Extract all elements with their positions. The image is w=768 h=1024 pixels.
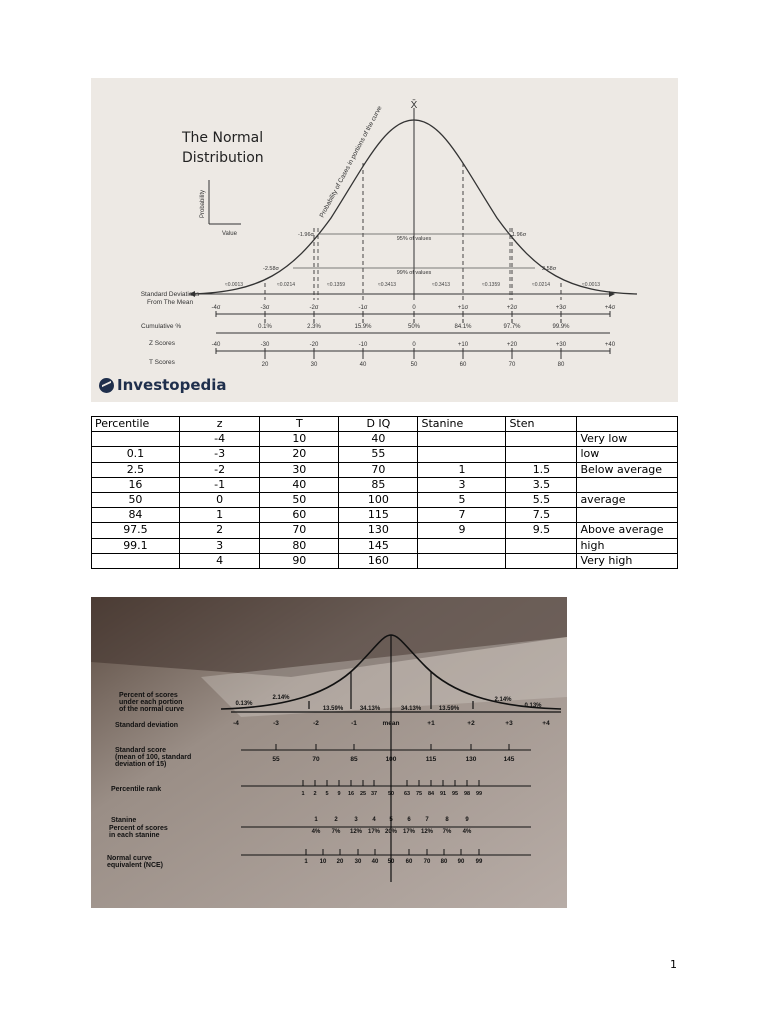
photo-pr-tick: 2 [313,791,317,797]
photo-nce-tick: 90 [457,859,465,865]
photo-ss-tick: 145 [503,756,515,763]
table-cell: 16 [92,477,180,492]
table-cell: 5.5 [506,492,577,507]
table-cell: 1 [179,508,259,523]
table-row [92,462,678,477]
photo-stanine-percent: 12% [349,829,363,835]
z-tick-label: +40 [604,342,616,348]
table-cell: 20 [260,447,339,462]
photo-nce-tick: 1 [304,859,308,865]
sd-tick-label: +4σ [604,305,616,311]
portion-label: ≈0.0013 [581,282,601,288]
photo-nce-tick: 50 [387,859,395,865]
portion-label: ≈0.0013 [224,282,244,288]
table-header-cell: Percentile [92,417,180,432]
photo-sd-tick: -1 [351,720,357,727]
table-row [92,477,678,492]
table-cell: 145 [339,538,418,553]
t-tick-label: 60 [459,362,467,368]
table-cell: 60 [260,508,339,523]
t-row-label: T Scores [149,359,175,366]
band95-left-label: -1.96σ [298,232,314,238]
photo-stanine-percent: 4% [311,829,321,835]
table-row [92,432,678,447]
photo-ss-tick: 55 [272,756,280,763]
photo-nce-tick: 60 [405,859,413,865]
t-tick-label: 30 [310,362,318,368]
table-cell: 40 [339,432,418,447]
table-row [92,523,678,538]
photo-nce-tick: 99 [475,859,483,865]
z-row-label: Z Scores [149,340,176,347]
photo-sd-tick: -2 [313,720,319,727]
photo-nce-tick: 70 [423,859,431,865]
photo-stanine-percent: 4% [462,829,472,835]
table-cell [418,553,506,568]
table-cell: 90 [260,553,339,568]
label-sd: Standard deviation [115,722,179,729]
cumulative-tick-label: 50% [407,324,421,330]
table-cell: 40 [260,477,339,492]
band99-right-label: 2.58σ [542,266,557,272]
photo-nce-tick: 80 [440,859,448,865]
photo-pr-tick: 99 [475,791,483,797]
t-tick-label: 20 [261,362,269,368]
z-tick-label: -10 [358,342,368,348]
sd-tick-label: -4σ [211,305,221,311]
label-ss-line2: (mean of 100, standard [115,754,192,761]
photo-portion-label: 34.13% [359,706,381,712]
table-cell: 70 [339,462,418,477]
cumulative-tick-label: 15.9% [354,324,372,330]
cumulative-tick-label: 84.1% [454,324,472,330]
t-tick-label: 80 [557,362,565,368]
table-cell: 50 [92,492,180,507]
table-cell: 50 [260,492,339,507]
mean-symbol: X̄ [410,100,418,111]
table-cell: 115 [339,508,418,523]
table-cell [506,538,577,553]
table-cell: 80 [260,538,339,553]
table-cell [506,553,577,568]
sd-row-label-line2: From The Mean [146,299,194,306]
photo-nce-tick: 20 [336,859,344,865]
table-cell [418,432,506,447]
table-cell [506,447,577,462]
photo-pr-tick: 50 [387,791,395,797]
table-cell [577,477,678,492]
table-cell: Below average [577,462,678,477]
photo-portion-label: 13.59% [322,706,344,712]
table-row [92,492,678,507]
photo-pr-tick: 63 [403,791,411,797]
table-row [92,553,678,568]
table-cell: high [577,538,678,553]
photo-pr-tick: 1 [301,791,305,797]
table-header-cell: T [260,417,339,432]
z-tick-label: -30 [260,342,270,348]
normal-curve-photo-diagram [91,597,567,908]
table-cell: Very low [577,432,678,447]
table-cell: 3 [418,477,506,492]
curve-caption: Probability of Cases in portions of the curve [318,104,384,219]
table-cell [92,432,180,447]
cumulative-tick-label: 97.7% [503,324,521,330]
t-tick-label: 50 [410,362,418,368]
table-cell: 97.5 [92,523,180,538]
photo-portion-label: 0.13% [235,701,253,707]
table-cell: 100 [339,492,418,507]
table-cell: -4 [179,432,259,447]
photo-pr-tick: 75 [415,791,423,797]
normal-curve-photo [91,597,567,908]
cumulative-tick-label: 0.1% [258,324,272,330]
label-ss-line1: Standard score [115,747,166,754]
investopedia-logo-icon [99,378,114,393]
photo-stanine-number: 6 [407,817,411,823]
label-nce-line1: Normal curve [107,855,152,862]
sd-tick-label: +1σ [457,305,469,311]
z-tick-label: +20 [506,342,518,348]
portion-label: ≈0.1359 [481,282,501,288]
page-number: 1 [670,958,677,971]
photo-nce-tick: 10 [319,859,327,865]
t-tick-label: 40 [359,362,367,368]
table-cell: -3 [179,447,259,462]
score-conversion-table [91,416,678,569]
cumulative-tick-label: 99.9% [552,324,570,330]
table-cell [418,538,506,553]
photo-sd-tick: +3 [505,720,513,727]
table-cell: 9 [418,523,506,538]
photo-ss-tick: 70 [312,756,320,763]
table-cell: 5 [418,492,506,507]
photo-pr-tick: 5 [325,791,329,797]
figure-title-line1: The Normal [182,130,264,146]
table-cell: 7 [418,508,506,523]
photo-stanine-number: 9 [465,817,469,823]
table-row [92,508,678,523]
table-cell: 55 [339,447,418,462]
photo-sd-tick: +1 [427,720,435,727]
portion-label: ≈0.0214 [531,282,551,288]
band99-left-label: -2.58σ [263,266,279,272]
table-cell: 84 [92,508,180,523]
photo-stanine-percent: 7% [331,829,341,835]
portion-label: ≈0.3413 [377,282,397,288]
label-stanine-pct-line2: in each stanine [109,832,160,839]
label-pr: Percentile rank [111,786,162,793]
table-header-cell: D IQ [339,417,418,432]
table-cell: 4 [179,553,259,568]
table-cell: Above average [577,523,678,538]
photo-ss-tick: 130 [465,756,477,763]
table-header-cell: Stanine [418,417,506,432]
photo-stanine-number: 1 [314,817,318,823]
photo-sd-tick: -4 [233,720,239,727]
photo-ss-tick: 85 [350,756,358,763]
photo-portion-label: 2.14% [494,697,512,703]
figure-title-line2: Distribution [182,150,264,166]
table-cell: 9.5 [506,523,577,538]
table-header-cell: z [179,417,259,432]
cumulative-tick-label: 2.3% [307,324,321,330]
photo-stanine-number: 4 [372,817,376,823]
photo-nce-tick: 40 [371,859,379,865]
table-cell: 10 [260,432,339,447]
photo-sd-tick: mean [382,720,400,727]
portion-label: ≈0.1359 [326,282,346,288]
table-cell: 160 [339,553,418,568]
table-cell: 3.5 [506,477,577,492]
photo-portion-label: 0.13% [524,703,542,709]
photo-stanine-number: 8 [445,817,449,823]
band99-label: 99% of values [396,270,432,276]
photo-pr-tick: 37 [370,791,378,797]
label-percent-line2: under each portion [119,699,183,706]
photo-stanine-percent: 7% [442,829,452,835]
photo-stanine-number: 2 [334,817,338,823]
table-cell: 1 [418,462,506,477]
portion-label: ≈0.0214 [276,282,296,288]
label-ss-line3: deviation of 15) [115,761,167,768]
photo-portion-label: 13.59% [438,706,460,712]
photo-stanine-percent: 17% [367,829,381,835]
table-cell: 0.1 [92,447,180,462]
photo-pr-tick: 95 [451,791,459,797]
photo-ss-tick: 100 [385,756,397,763]
inset-y-label: Probability [200,189,206,218]
normal-distribution-diagram [91,78,678,402]
table-cell: 130 [339,523,418,538]
table-cell [92,553,180,568]
label-percent-line3: of the normal curve [119,706,184,713]
sd-tick-label: +3σ [555,305,567,311]
table-cell: average [577,492,678,507]
z-tick-label: +10 [457,342,469,348]
photo-pr-tick: 9 [337,791,341,797]
photo-pr-tick: 91 [439,791,447,797]
table-cell: 99.1 [92,538,180,553]
photo-portion-label: 34.13% [400,706,422,712]
photo-stanine-percent: 17% [402,829,416,835]
table-cell: 2.5 [92,462,180,477]
table-row [92,538,678,553]
table-cell: 2 [179,523,259,538]
inset-x-label: Value [222,231,237,237]
sd-tick-label: +2σ [506,305,518,311]
table-cell [418,447,506,462]
z-tick-label: -20 [309,342,319,348]
table-cell: 1.5 [506,462,577,477]
table-cell: -2 [179,462,259,477]
band95-right-label: 1.96σ [512,232,527,238]
photo-sd-tick: +4 [542,720,550,727]
t-tick-label: 70 [508,362,516,368]
table-cell: Very high [577,553,678,568]
table-row [92,447,678,462]
table-header-row [92,417,678,432]
photo-pr-tick: 16 [347,791,355,797]
table-cell: 30 [260,462,339,477]
sd-tick-label: -2σ [309,305,319,311]
sd-tick-label: -1σ [358,305,368,311]
table-cell: 0 [179,492,259,507]
label-percent-line1: Percent of scores [119,692,178,699]
cumulative-row-label: Cumulative % [141,323,182,330]
investopedia-logo-text: Investopedia [117,376,227,394]
portion-label: ≈0.3413 [431,282,451,288]
table-cell: 3 [179,538,259,553]
table-cell: 85 [339,477,418,492]
photo-pr-tick: 98 [463,791,471,797]
label-stanine-pct-line1: Percent of scores [109,825,168,832]
sd-tick-label: 0 [412,305,416,311]
band95-label: 95% of values [396,236,432,242]
sd-tick-label: -3σ [260,305,270,311]
sd-row-label-line1: Standard Deviations [140,291,200,298]
photo-stanine-number: 7 [425,817,429,823]
photo-ss-tick: 115 [425,756,437,763]
photo-stanine-number: 3 [354,817,358,823]
table-cell: 70 [260,523,339,538]
photo-stanine-percent: 20% [384,829,398,835]
photo-pr-tick: 25 [359,791,367,797]
z-tick-label: +30 [555,342,567,348]
z-tick-label: -40 [211,342,221,348]
table-cell: low [577,447,678,462]
z-tick-label: 0 [412,342,416,348]
table-cell: -1 [179,477,259,492]
label-nce-line2: equivalent (NCE) [107,862,164,869]
photo-stanine-number: 5 [389,817,393,823]
table-cell: 7.5 [506,508,577,523]
photo-sd-tick: -3 [273,720,279,727]
normal-distribution-figure [91,78,678,402]
investopedia-logo [99,376,227,394]
table-header-cell [577,417,678,432]
photo-pr-tick: 84 [427,791,435,797]
table-cell [506,432,577,447]
photo-stanine-percent: 12% [420,829,434,835]
photo-nce-tick: 30 [354,859,362,865]
label-stanine: Stanine [111,817,137,824]
table-header-cell: Sten [506,417,577,432]
figure-title [182,128,264,168]
photo-portion-label: 2.14% [272,695,290,701]
photo-sd-tick: +2 [467,720,475,727]
table-cell [577,508,678,523]
